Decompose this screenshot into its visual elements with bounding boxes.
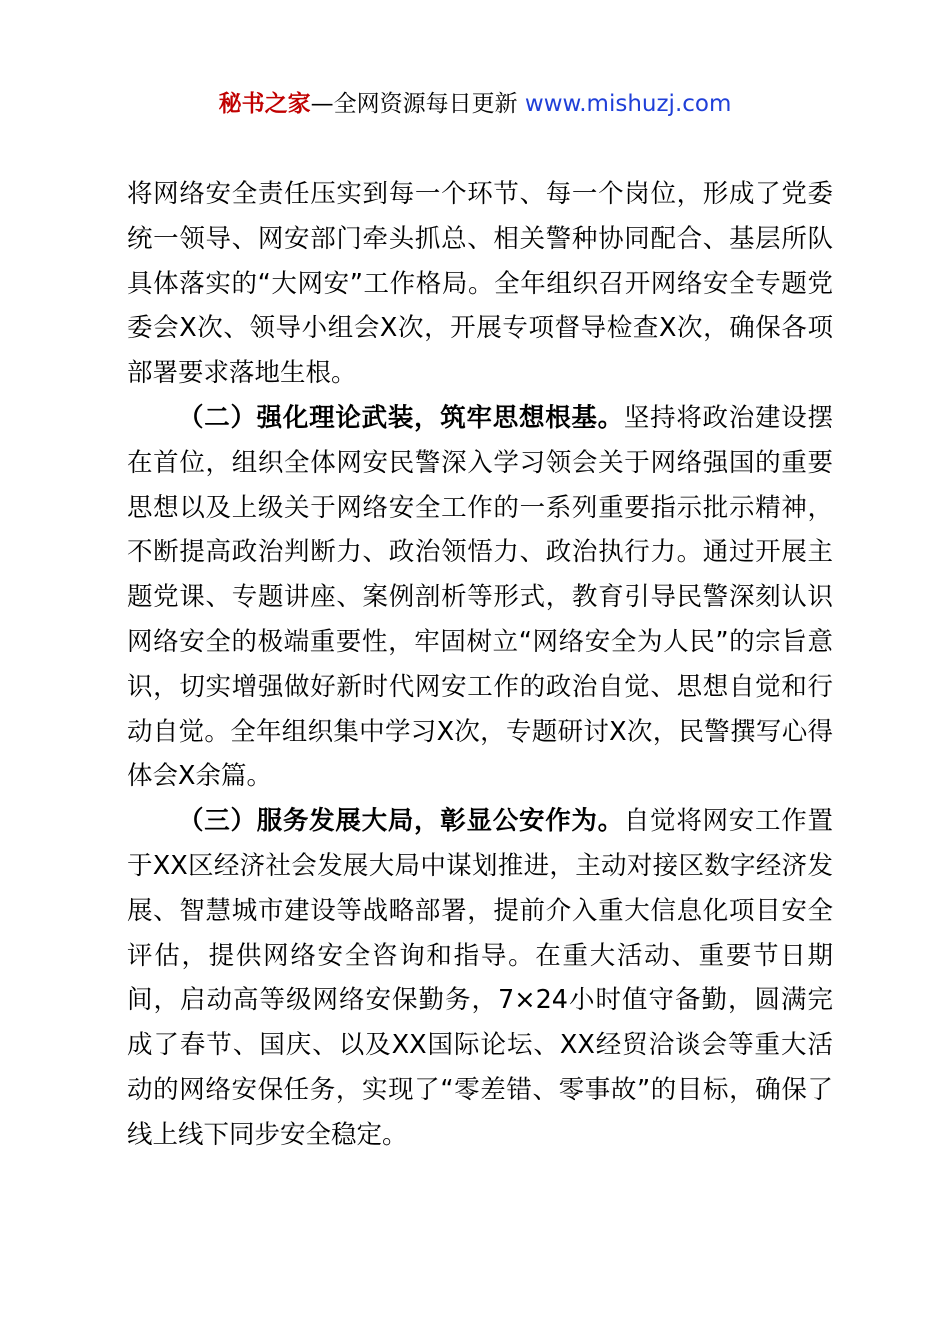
header-site-link[interactable]: www.mishuzj.com	[524, 91, 732, 117]
paragraph-3-heading: （三）服务发展大局，彰显公安作为。	[178, 806, 624, 837]
paragraph-3	[127, 799, 833, 1157]
page-header	[0, 88, 950, 120]
paragraph-1	[127, 172, 833, 396]
paragraph-2	[127, 396, 833, 799]
header-brand: 秘书之家	[218, 91, 311, 117]
paragraph-2-body: 坚持将政治建设摆在首位，组织全体网安民警深入学习领会关于网络强国的重要思想以及上级关于网络安全工作的一系列重要指示批示精神，不断提高政治判断力、政治领悟力、政治执行力。通过开展主题党课、专题讲座、案例剖析等形式，教育引导民警深刻认识网络安全的极端重要性，牢固树立“网络安全为人民”的宗旨意识，切实增强做好新时代网安工作的政治自觉、思想自觉和行动自觉。全年组织集中学习X次，专题研讨X次，民警撰写心得体会X余篇。	[127, 402, 833, 792]
header-tagline: —全网资源每日更新	[310, 91, 518, 117]
paragraph-2-heading: （二）强化理论武装，筑牢思想根基。	[178, 402, 624, 433]
paragraph-3-body: 自觉将网安工作置于XX区经济社会发展大局中谋划推进，主动对接区数字经济发展、智慧城市建设等战略部署，提前介入重大信息化项目安全评估，提供网络安全咨询和指导。在重大活动、重要节日期间，启动高等级网络安保勤务，7×24小时值守备勤，圆满完成了春节、国庆、以及XX国际论坛、XX经贸洽谈会等重大活动的网络安保任务，实现了“零差错、零事故”的目标，确保了线上线下同步安全稳定。	[127, 806, 833, 1150]
document-body	[127, 172, 833, 1158]
paragraph-1-body: 将网络安全责任压实到每一个环节、每一个岗位，形成了党委统一领导、网安部门牵头抓总、相关警种协同配合、基层所队具体落实的“大网安”工作格局。全年组织召开网络安全专题党委会X次、领导小组会X次，开展专项督导检查X次，确保各项部署要求落地生根。	[127, 179, 833, 389]
